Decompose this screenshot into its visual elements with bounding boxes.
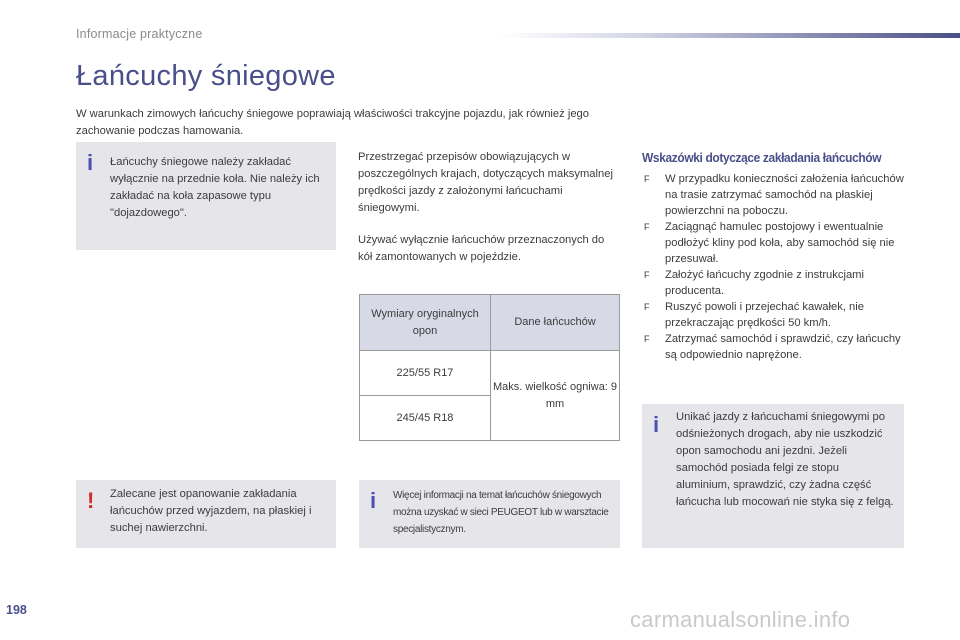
speed-regulation-text: Przestrzegać przepisów obowiązujących w poszczególnych krajach, dotyczących maksymalnej prędkości jazdy z założonymi łańcuchami śniegowymi. — [358, 151, 613, 214]
info-note-text: Unikać jazdy z łańcuchami śniegowymi po odśnieżonych drogach, aby nie uszkodzić opon samochodu ani jezdni. Jeżeli samochód posiada felgi ze stopu aluminium, sprawdzić, czy żadna część łańcucha lub mocowań nie styka się z felgą. — [676, 411, 894, 508]
header-bar — [500, 33, 960, 38]
tips-heading: Wskazówki dotyczące zakładania łańcuchów — [642, 150, 882, 165]
info-note-peugeot — [359, 480, 620, 548]
table-header-tyres: Wymiary oryginalnych opon — [360, 295, 491, 351]
info-note-front-wheels — [76, 142, 336, 250]
list-item-text: W przypadku konieczności założenia łańcuchów na trasie zatrzymać samochód na płaskiej powierzchni na poboczu. — [665, 173, 904, 217]
bullet-icon: F — [644, 302, 650, 312]
table-cell-chain-spec: Maks. wielkość ogniwa: 9 mm — [491, 351, 620, 441]
info-icon: i — [87, 150, 94, 175]
watermark: carmanualsonline.info — [630, 607, 851, 632]
warning-icon: ! — [87, 488, 95, 513]
page-number: 198 — [6, 603, 27, 617]
warning-note-practice — [76, 480, 336, 548]
bullet-icon: F — [644, 174, 650, 184]
list-item — [642, 219, 907, 267]
bullet-icon: F — [644, 222, 650, 232]
table-cell-tyre: 225/55 R17 — [360, 351, 491, 396]
section-header: Informacje praktyczne — [76, 27, 203, 41]
bullet-icon: F — [644, 334, 650, 344]
info-icon: i — [653, 412, 660, 437]
info-note-text: Więcej informacji na temat łańcuchów śniegowych można uzyskać w sieci PEUGEOT lub w warsztacie specjalistycznym. — [393, 490, 609, 535]
list-item-text: Zatrzymać samochód i sprawdzić, czy łańcuchy są odpowiednio naprężone. — [665, 333, 901, 361]
list-item — [642, 171, 907, 219]
list-item — [642, 267, 907, 299]
info-note-text: Łańcuchy śniegowe należy zakładać wyłącznie na przednie koła. Nie należy ich zakładać na koła zapasowe typu "dojazdowego". — [110, 156, 320, 219]
info-note-driving — [642, 404, 904, 548]
chain-type-text: Używać wyłącznie łańcuchów przeznaczonych do kół zamontowanych w pojeździe. — [358, 234, 605, 263]
table-header-row — [360, 295, 620, 351]
tips-list — [642, 171, 907, 363]
table-header-chains: Dane łańcuchów — [491, 295, 620, 351]
tyre-chain-table — [359, 294, 620, 441]
list-item — [642, 331, 907, 363]
table-cell-tyre: 245/45 R18 — [360, 396, 491, 441]
list-item-text: Założyć łańcuchy zgodnie z instrukcjami producenta. — [665, 269, 864, 297]
info-icon: i — [370, 488, 377, 513]
list-item — [642, 299, 907, 331]
list-item-text: Zaciągnąć hamulec postojowy i ewentualnie podłożyć kliny pod koła, aby samochód się nie przesuwał. — [665, 221, 895, 265]
intro-text: W warunkach zimowych łańcuchy śniegowe poprawiają właściwości trakcyjne pojazdu, jak również jego zachowanie podczas hamowania. — [76, 108, 589, 137]
page-title: Łańcuchy śniegowe — [76, 60, 336, 92]
table-row — [360, 351, 620, 396]
list-item-text: Ruszyć powoli i przejechać kawałek, nie przekraczając prędkości 50 km/h. — [665, 301, 864, 329]
bullet-icon: F — [644, 270, 650, 280]
warning-note-text: Zalecane jest opanowanie zakładania łańcuchów przed wyjazdem, na płaskiej i suchej nawierzchni. — [110, 488, 312, 534]
